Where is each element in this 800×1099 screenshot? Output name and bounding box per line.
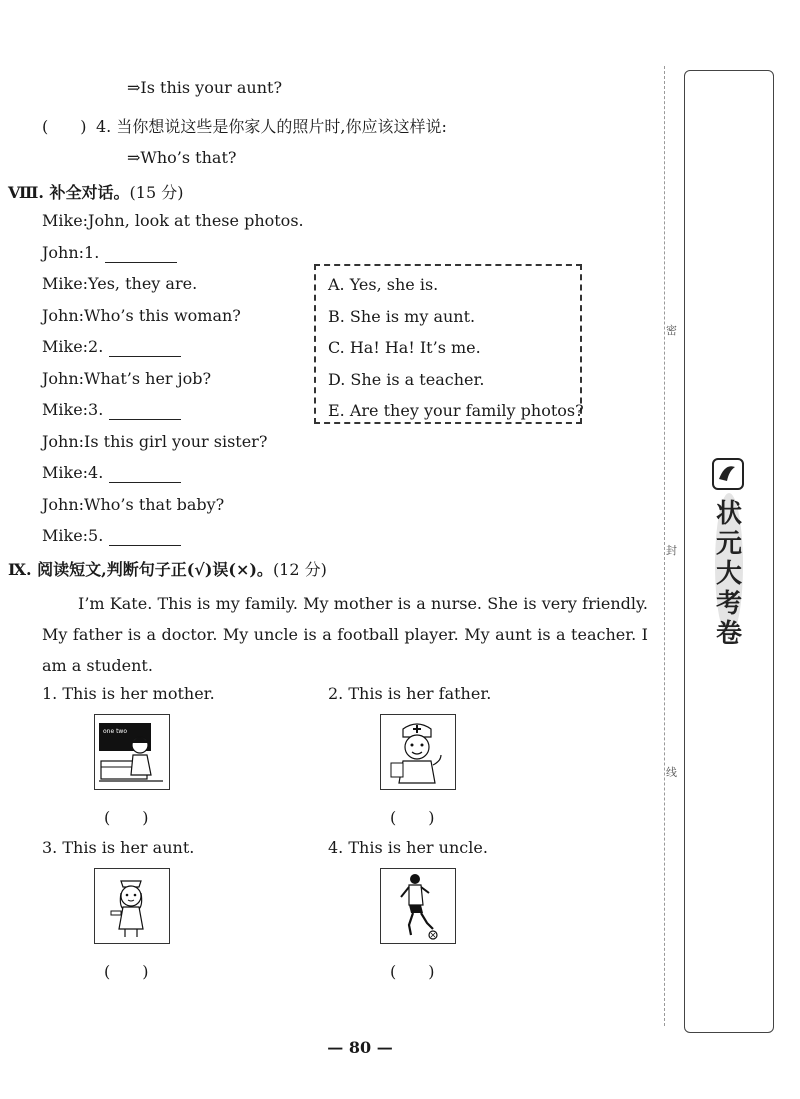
brand-logo bbox=[707, 455, 751, 655]
passage-text: I’m Kate. This is my family. My mother is a nurse. She is very friendly. My father is a doctor. My uncle is a football player. My aunt is a teacher. I am a student. bbox=[42, 594, 648, 675]
answer-blank-2[interactable] bbox=[109, 340, 181, 357]
doctor-picture bbox=[380, 714, 456, 790]
q4-text: 4. 当你想说这些是你家人的照片时,你应该这样说: bbox=[96, 117, 447, 136]
options-box bbox=[314, 264, 582, 424]
dialogue-line-blank bbox=[42, 400, 181, 420]
dialogue-line: John:Is this girl your sister? bbox=[42, 432, 268, 451]
section8-score: (15 分) bbox=[129, 183, 184, 202]
option-d: D. She is a teacher. bbox=[328, 370, 485, 389]
football-player-illustration bbox=[381, 869, 454, 942]
binding-char-envelope: 封 bbox=[666, 544, 677, 557]
section8-heading bbox=[8, 180, 183, 203]
dialogue-line: Mike:3. bbox=[42, 400, 104, 419]
answer-paren-4[interactable]: ( ) bbox=[390, 962, 435, 981]
item-2-label: 2. This is her father. bbox=[328, 684, 492, 703]
binding-char-line: 线 bbox=[666, 766, 677, 779]
nurse-illustration bbox=[95, 869, 168, 942]
football-player-picture bbox=[380, 868, 456, 944]
answer-blank-5[interactable] bbox=[109, 529, 181, 546]
dialogue-line: Mike:2. bbox=[42, 337, 104, 356]
option-a: A. Yes, she is. bbox=[328, 275, 439, 294]
dialogue-line: Mike:Yes, they are. bbox=[42, 274, 198, 293]
nurse-picture bbox=[94, 868, 170, 944]
option-c: C. Ha! Ha! It’s me. bbox=[328, 338, 481, 357]
doctor-illustration bbox=[381, 715, 454, 788]
dialogue-line-blank bbox=[42, 526, 181, 546]
section9-heading bbox=[8, 557, 327, 580]
answer-blank-4[interactable] bbox=[109, 466, 181, 483]
answer-paren-3[interactable]: ( ) bbox=[104, 962, 149, 981]
item-4-label: 4. This is her uncle. bbox=[328, 838, 488, 857]
dialogue-line-blank bbox=[42, 463, 181, 483]
sidebar-panel bbox=[684, 70, 774, 1033]
teacher-picture bbox=[94, 714, 170, 790]
dialogue-line: John:Who’s that baby? bbox=[42, 495, 225, 514]
dialogue-line: John:Who’s this woman? bbox=[42, 306, 241, 325]
dialogue-line: John:1. bbox=[42, 243, 100, 262]
brand-name: 状元大考卷 bbox=[715, 499, 742, 649]
dialogue-line: Mike:5. bbox=[42, 526, 104, 545]
q4-answer: ⇒Who’s that? bbox=[127, 148, 237, 167]
dialogue-line-blank bbox=[42, 243, 177, 263]
binding-char-seal: 密 bbox=[666, 324, 677, 337]
section8-title: Ⅷ. 补全对话。 bbox=[8, 183, 130, 202]
q4-paren: ( ) bbox=[42, 117, 87, 136]
q3-answer: ⇒Is this your aunt? bbox=[127, 78, 283, 97]
reading-passage bbox=[42, 588, 648, 681]
answer-paren-1[interactable]: ( ) bbox=[104, 808, 149, 827]
answer-blank-3[interactable] bbox=[109, 403, 181, 420]
item-3-label: 3. This is her aunt. bbox=[42, 838, 195, 857]
dialogue-line-blank bbox=[42, 337, 181, 357]
option-b: B. She is my aunt. bbox=[328, 307, 476, 326]
item-1-label: 1. This is her mother. bbox=[42, 684, 215, 703]
board-text: one two bbox=[103, 728, 128, 735]
dialogue-line: John:What’s her job? bbox=[42, 369, 212, 388]
answer-paren-2[interactable]: ( ) bbox=[390, 808, 435, 827]
answer-blank-1[interactable] bbox=[105, 246, 177, 263]
dialogue-line: Mike:John, look at these photos. bbox=[42, 211, 304, 230]
option-e: E. Are they your family photos? bbox=[328, 401, 584, 420]
section9-title: Ⅸ. 阅读短文,判断句子正(√)误(×)。 bbox=[8, 560, 273, 579]
binding-line bbox=[664, 66, 665, 1026]
dialogue-line: Mike:4. bbox=[42, 463, 104, 482]
section9-score: (12 分) bbox=[272, 560, 327, 579]
teacher-illustration bbox=[95, 715, 168, 788]
page-number: — 80 — bbox=[327, 1038, 393, 1057]
